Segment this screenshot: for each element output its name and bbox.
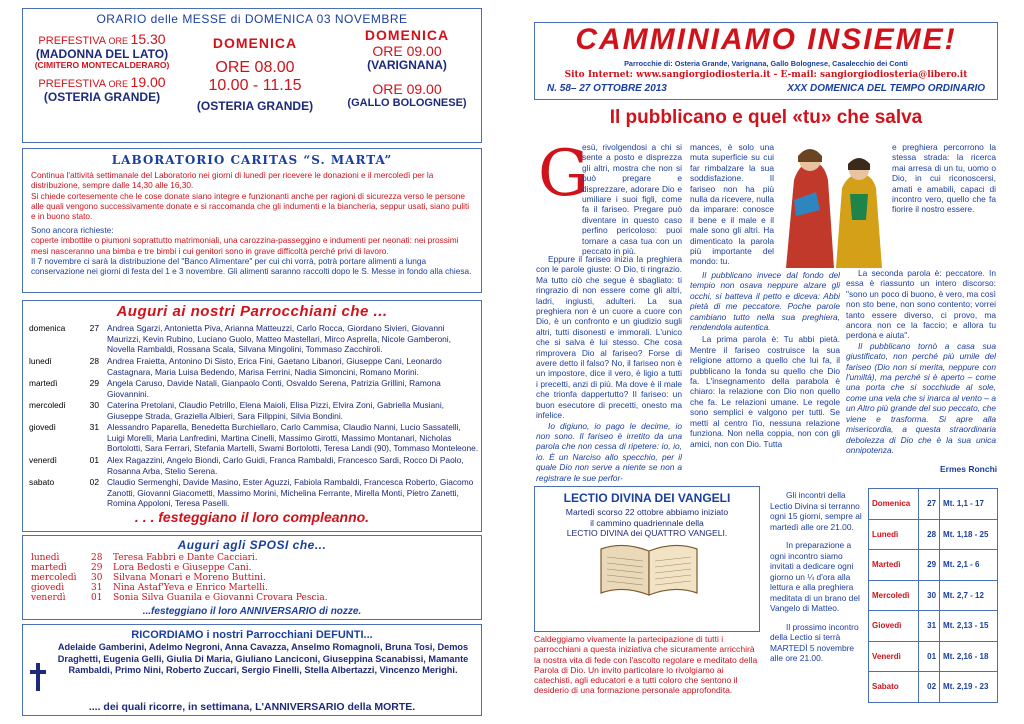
parishes-line: Parrocchie di: Osteria Grande, Varignana, Gallo Bolognese, Casalecchio dei Conti — [624, 59, 908, 68]
article-column-1b — [536, 254, 682, 483]
table-row — [869, 672, 998, 703]
day-cell: Venerdì — [869, 641, 919, 672]
lectio-box — [534, 486, 760, 632]
num-cell: 27 — [919, 489, 940, 520]
names: Caterina Pretolani, Claudio Petrillo, Elena Maioli, Elisa Pizzi, Elvira Zoni, Gabriella Musiani, Giuseppe Strada, Graziella Albieri, Sara Filippini, Silvia Bondini. — [107, 400, 445, 421]
ref-cell: Mt. 2,7 - 12 — [940, 580, 998, 611]
website-line: Sito Internet: www.sangiorgiodiosteria.it - E-mail: sangiorgiodiosteria@libero.it — [564, 70, 968, 80]
birthdays-footer: . . . festeggiano il loro compleanno. — [134, 509, 370, 525]
mass-place: (MADONNA DEL LATO) — [35, 46, 169, 61]
article-paragraph: mances, è solo una muta superficie su cui far rimbalzare la sua soddisfazione. Il fariseo non ha più nulla da ricevere, nulla da imparare: conosce il bene e il male e il male sono gli altri. Ha dimenticato la parola più importante del mondo: tu. — [690, 142, 774, 267]
num-cell: 02 — [919, 672, 940, 703]
table-row — [869, 580, 998, 611]
article-column-2b — [690, 270, 840, 449]
day-label: DOMENICA — [364, 27, 450, 43]
article-paragraph: La seconda parola è: peccatore. In essa è riassunto un intero discorso: "sono un poco di buono, è vero, ma così non sto bene, non sono contento; vorrei tanto essere diverso, ci provo, ma ancora non ce la faccio; e allora tu perdona e aiuta". — [846, 268, 996, 341]
lectio-invitation: Caldeggiamo vivamente la partecipazione di tutti i parrocchiani a questa iniziativa che sicuramente arricchirà la nostra vita di fede con l'ascolto regolare e meditato della Parola di Dio. Un invito particolare lo rivolgiamo ai catechisti, agli educatori e a tutti coloro che sentono il desiderio di una formazione personale approfondita. — [534, 634, 758, 696]
day-label: mercoledì — [29, 400, 66, 410]
day-number: 31 — [89, 422, 99, 432]
article-paragraph: esù, rivolgendosi a chi si sente a posto e disprezza gli altri, mostra che non si può pregare e disprezzare, adorare Dio e umiliare i suoi figli, come fa il fariseo. Pregare può diventare in questo caso perfino pericoloso: puoi tornare a casa tua con un peccato in più. — [582, 142, 682, 257]
cross-icon — [29, 663, 47, 691]
mass-time: ORE 09.00 — [372, 80, 442, 97]
deceased-box — [22, 624, 482, 716]
day-label: martedì — [29, 378, 58, 388]
ref-cell: Mt. 2,13 - 15 — [940, 611, 998, 642]
drop-cap: G — [538, 137, 590, 211]
day-cell: Giovedì — [869, 611, 919, 642]
deceased-title: RICORDIAMO i nostri Parrocchiani DEFUNTI... — [131, 629, 373, 641]
day-label: domenica — [29, 323, 66, 333]
names: Claudio Sermenghi, Davide Masino, Ester Aguzzi, Fabiola Rambaldi, Francesca Roberto, Giacomo Zanotti, Giovanni Giacometti, Massimo Morini, Michelina Ferrante, Mirella Monti, Pietro Zanetti, Romina Appoloni, Teresa Paselli. — [107, 477, 474, 508]
day-cell: Domenica — [869, 489, 919, 520]
mass-time: 15.30 — [130, 31, 166, 47]
article-column-1 — [582, 142, 682, 256]
lectio-info-paragraph: In preparazione a ogni incontro siamo invitati a dedicare ogni giorno un ¼ d'ora alla lettura e alla preghiera meditata di un brano del Vangelo di Matteo. — [770, 540, 860, 613]
day-label: venerdì — [29, 455, 57, 465]
lectio-subtitle-line: Martedì scorso 22 ottobre abbiamo iniziato — [565, 507, 729, 517]
mass-schedule-box — [22, 8, 482, 143]
names: Nina Astaf'Yeva e Enrico Martelli. — [113, 583, 268, 593]
day-number: 27 — [89, 323, 99, 333]
num-cell: 28 — [919, 519, 940, 550]
article-author: Ermes Ronchi — [940, 464, 998, 474]
day-cell: Martedì — [869, 550, 919, 581]
birthdays-title: Auguri ai nostri Parrocchiani che ... — [116, 303, 388, 320]
anniversary-title: Auguri agli SPOSI che... — [177, 538, 327, 552]
article-column-2 — [690, 142, 774, 267]
caritas-box — [22, 148, 482, 293]
lectio-info-paragraph: Gli incontri della Lectio Divina si terranno ogni 15 giorni, sempre al martedì alle ore 21.00. — [770, 490, 862, 532]
mass-place: (OSTERIA GRANDE) — [196, 98, 314, 113]
table-row — [869, 489, 998, 520]
day-number: 31 — [91, 583, 103, 593]
caritas-paragraph: Sono ancora richieste: — [31, 224, 114, 235]
names: Angela Caruso, Davide Natali, Gianpaolo Conti, Osvaldo Serena, Patrizia Grillini, Ramona Giovannini. — [107, 378, 441, 399]
mass-time: 10.00 - 11.15 — [208, 77, 302, 95]
article-paragraph: Il pubblicano invece dal fondo del tempio non osava neppure alzare gli occhi, si batteva il petto e diceva: Abbi pietà di me peccatore. Poche parole cambiano tutto nella sua preghiera, rendendola autentica. — [690, 270, 840, 333]
newsletter-title: CAMMINIAMO INSIEME! — [575, 23, 957, 56]
names: Andrea Fraietta, Antonino Di Sisto, Erica Fini, Gaetano Libanori, Giuseppe Cani, Leonardo Castagnara, Maria Luisa Bedendo, Marisa Ferrini, Nadia Simoncini, Romano Morini. — [107, 356, 442, 377]
day-label: lunedì — [31, 553, 60, 563]
issue-number: N. 58– 27 OTTOBRE 2013 — [547, 83, 667, 94]
day-label: giovedì — [29, 422, 57, 432]
names: Alessandro Paparella, Benedetta Burchiellaro, Carlo Cammisa, Claudio Nanni, Lucio Sassatelli, Luigi Morelli, Maria Lanfredini, Martina Cinelli, Massimo Girotti, Massimo Montanari, Nicholas Bortolotti, Sara Ferrari, Stefania Martelli, Swami Bortolotti, Teresa Landi (90), Tommaso Monteleone. — [107, 422, 479, 453]
day-cell: Sabato — [869, 672, 919, 703]
anniversary-footer: ...festeggiano il loro ANNIVERSARIO di nozze. — [142, 606, 362, 617]
day-label: sabato — [29, 477, 55, 487]
names: Teresa Fabbri e Dante Cacciari. — [113, 553, 258, 563]
day-label: lunedì — [29, 356, 52, 366]
article-column-3b — [846, 268, 996, 455]
day-number: 01 — [91, 593, 103, 603]
day-number: 30 — [89, 400, 99, 410]
day-number: 29 — [91, 563, 103, 573]
ref-cell: Mt. 1,18 - 25 — [940, 519, 998, 550]
day-label: venerdì — [31, 593, 66, 603]
table-row — [869, 519, 998, 550]
ref-cell: Mt. 2,16 - 18 — [940, 641, 998, 672]
lectio-info — [770, 490, 862, 664]
deceased-names: Adelaide Gamberini, Adelmo Negroni, Anna Cavazza, Anselmo Romagnoli, Bruna Tosi, Demos Draghetti, Eugenia Gelli, Giulia Di Maria, Giuliano Lanciconi, Giuseppina Scanabissi, Mamante Rambaldi, Primo Nini, Roberto Zuccari, Sergio Finelli, Stella Albertazzi, Vincenzo Merighi. — [57, 642, 469, 675]
ref-cell: Mt. 2,19 - 23 — [940, 672, 998, 703]
num-cell: 31 — [919, 611, 940, 642]
lectio-subtitle — [535, 507, 759, 539]
lectio-info-paragraph: Il prossimo incontro della Lectio si terrà MARTEDÌ 5 novembre alle ore 21.00. — [770, 621, 859, 663]
mass-col-domenica-1 — [185, 35, 325, 114]
caritas-paragraph: Si chiede cortesemente che le cose donate siano integre e funzionanti anche per ragioni di sicurezza verso le persone alle quali vengono successivamente donate e si raccomanda che gli indumenti e la biancheria, seppur usati, siano puliti e in buono stato. — [31, 190, 470, 222]
mass-col-domenica-2 — [335, 27, 479, 110]
lectio-subtitle-line: LECTIO DIVINA dei QUATTRO VANGELI. — [566, 528, 728, 538]
article-column-3 — [892, 142, 996, 215]
mass-place: (GALLO BOLOGNESE) — [347, 97, 467, 110]
num-cell: 01 — [919, 641, 940, 672]
day-cell: Mercoledì — [869, 580, 919, 611]
ore-label: ORE — [108, 36, 131, 46]
caritas-paragraph: Il 7 novembre ci sarà la distribuzione del "Banco Alimentare" per cui chi vorrà, potrà portare alimenti a lunga conservazione nei giorni di festa del 1 e 3 novembre. Gli alimenti saranno raccolti dopo le S. Messe in fondo alla chiesa. — [31, 255, 472, 277]
article-paragraph: e preghiera percorrono la stessa strada: la ricerca mai arresa di un tu, uomo o Dio, in cui riconoscersi, amati e amabili, capaci di incontro vero, quello che fa fiorire il nostro essere. — [892, 142, 996, 215]
day-number: 28 — [89, 356, 99, 366]
caritas-title: LABORATORIO CARITAS “S. MARTA” — [111, 153, 393, 167]
caritas-paragraph: Continua l'attività settimanale del Laboratorio nei giorni di lunedì per ricevere le donazioni e il mercoledì per la distribuzione, sempre dalle 14,30 alle 16,30. — [31, 170, 434, 191]
prefestiva-label: PREFESTIVA — [38, 35, 109, 47]
day-cell: Lunedì — [869, 519, 919, 550]
liturgical-sunday: XXX DOMENICA DEL TEMPO ORDINARIO — [787, 83, 985, 94]
caritas-paragraph: coperte imbottite o piumoni soprattutto matrimoniali, una carozzina-passeggino e indumenti per neonati: nei prossimi mesi nasceranno una bimba e tre bimbi i cui genitori sono in grave difficoltà perché privi di lavoro. — [31, 235, 459, 256]
deceased-footer: .... dei quali ricorre, in settimana, L'ANNIVERSARIO della MORTE. — [88, 701, 416, 713]
pharisee-publican-illustration — [776, 140, 888, 268]
day-number: 28 — [91, 553, 103, 563]
ore-label: ORE — [108, 79, 131, 90]
mass-col-prefestiva — [27, 31, 177, 105]
names: Lora Bedosti e Giuseppe Cani. — [113, 563, 252, 573]
day-number: 01 — [89, 455, 99, 465]
names: Alex Ragazzini, Angelo Biondi, Carlo Guidi, Franca Rambaldi, Francesco Sardi, Rocco Di Paolo, Rosanna Arba, Stelio Serena. — [107, 455, 464, 476]
day-number: 02 — [89, 477, 99, 487]
day-label: DOMENICA — [212, 35, 298, 51]
mass-place: (OSTERIA GRANDE) — [43, 89, 161, 104]
mass-place: (VARIGNANA) — [367, 58, 447, 73]
names: Silvana Monari e Moreno Buttini. — [113, 573, 266, 583]
prefestiva-label: PREFESTIVA — [38, 78, 109, 91]
mass-time: ORE 09.00 — [372, 43, 442, 60]
lectio-title: LECTIO DIVINA DEI VANGELI — [563, 491, 731, 505]
masthead — [534, 22, 998, 100]
birthdays-box — [22, 300, 482, 532]
table-row — [869, 641, 998, 672]
ref-cell: Mt. 2,1 - 6 — [940, 550, 998, 581]
names: Sonia Silva Guanila e Giovanni Crovara Pescia. — [113, 593, 328, 603]
num-cell: 29 — [919, 550, 940, 581]
article-paragraph: Il pubblicano tornò a casa sua giustificato, non perché più umile del fariseo (Dio non si merita, neppure con l'umiltà), ma perché si è aperto – come una porta che si socchiude al sole, come una vela che si inarca al vento – a un Altro più grande del suo peccato, che viene e trasforma. Si apre alla misericordia, a questa straordinaria debolezza di Dio che è la sua unica onnipotenza. — [846, 340, 996, 455]
article-paragraph: Eppure il fariseo inizia la preghiera con le parole giuste: O Dio, ti ringrazio. Ma tutto ciò che segue è sbagliato: ti ringrazio di non essere come gli altri, ladri, ingiusti, adulteri. La sua preghiera non è un cuore a cuore con Dio, è un confronto e un giudizio sugli altri, tutti disonesti e immorali. L'unico che si salva è lui stesso. Che cosa rimprovera Dio al fariseo? Forse di avere detto il falso? No, il fariseo non è un impostore, dice il vero, è ligio a tutti i precetti, anzi di più. Ma dove è il male che trionfa dappertutto? Il fariseo: un buon esecutore di precetti, onesto ma infelice. — [536, 254, 682, 421]
day-label: mercoledì — [31, 573, 77, 583]
day-number: 30 — [91, 573, 103, 583]
open-book-icon — [597, 539, 701, 597]
anniversary-box — [22, 535, 482, 620]
day-number: 29 — [89, 378, 99, 388]
mass-schedule-title: ORARIO delle MESSE di DOMENICA 03 NOVEMBRE — [96, 12, 408, 26]
num-cell: 30 — [919, 580, 940, 611]
gospel-readings-table — [868, 488, 998, 703]
table-row — [869, 611, 998, 642]
names: Andrea Sgarzi, Antonietta Piva, Arianna Matteuzzi, Carlo Rocca, Giordano Sivieri, Giovanni Maurizzi, Kevin Rubino, Luciano Guolo, Matteo Mastellari, Mirco Asprella, Nicole Gamberoni, Novella Rambaldi, Rossana Scala, Silvana Mingolini, Tommaso Zacchiroli. — [107, 323, 451, 354]
day-label: giovedì — [31, 583, 65, 593]
mass-time: ORE 08.00 — [215, 59, 295, 77]
table-row — [869, 550, 998, 581]
article-paragraph: Io digiuno, io pago le decime, io non sono. Il fariseo è irretito da una parola che non cessa di ripetere: io, io, io. È un Narciso allo specchio, per il quale Dio non serve a niente se non a registrare le sue perfor- — [536, 420, 682, 483]
ref-cell: Mt. 1,1 - 17 — [940, 489, 998, 520]
day-label: martedì — [31, 563, 67, 573]
mass-time: 19.00 — [130, 74, 166, 91]
article-paragraph: La prima parola è: Tu abbi pietà. Mentre il fariseo costruisce la sua religione attorno a quello che lui fa, il pubblicano la fonda su quello che Dio fa. L'insegnamento della parabola è chiaro: la relazione con Dio non quello che fa. Le relazioni umane. Le regole sono semplici e valgono per tutti. Se metti al centro l'io, nessuna relazione funziona. Non nella coppia, non con gli amici, non con Dio. Tutta — [690, 334, 840, 449]
article-title: Il pubblicano e quel «tu» che salva — [609, 107, 923, 128]
mass-place-sub: (CIMITERO MONTECALDERARO) — [34, 60, 170, 71]
lectio-subtitle-line: il cammino quadriennale della — [590, 517, 704, 528]
